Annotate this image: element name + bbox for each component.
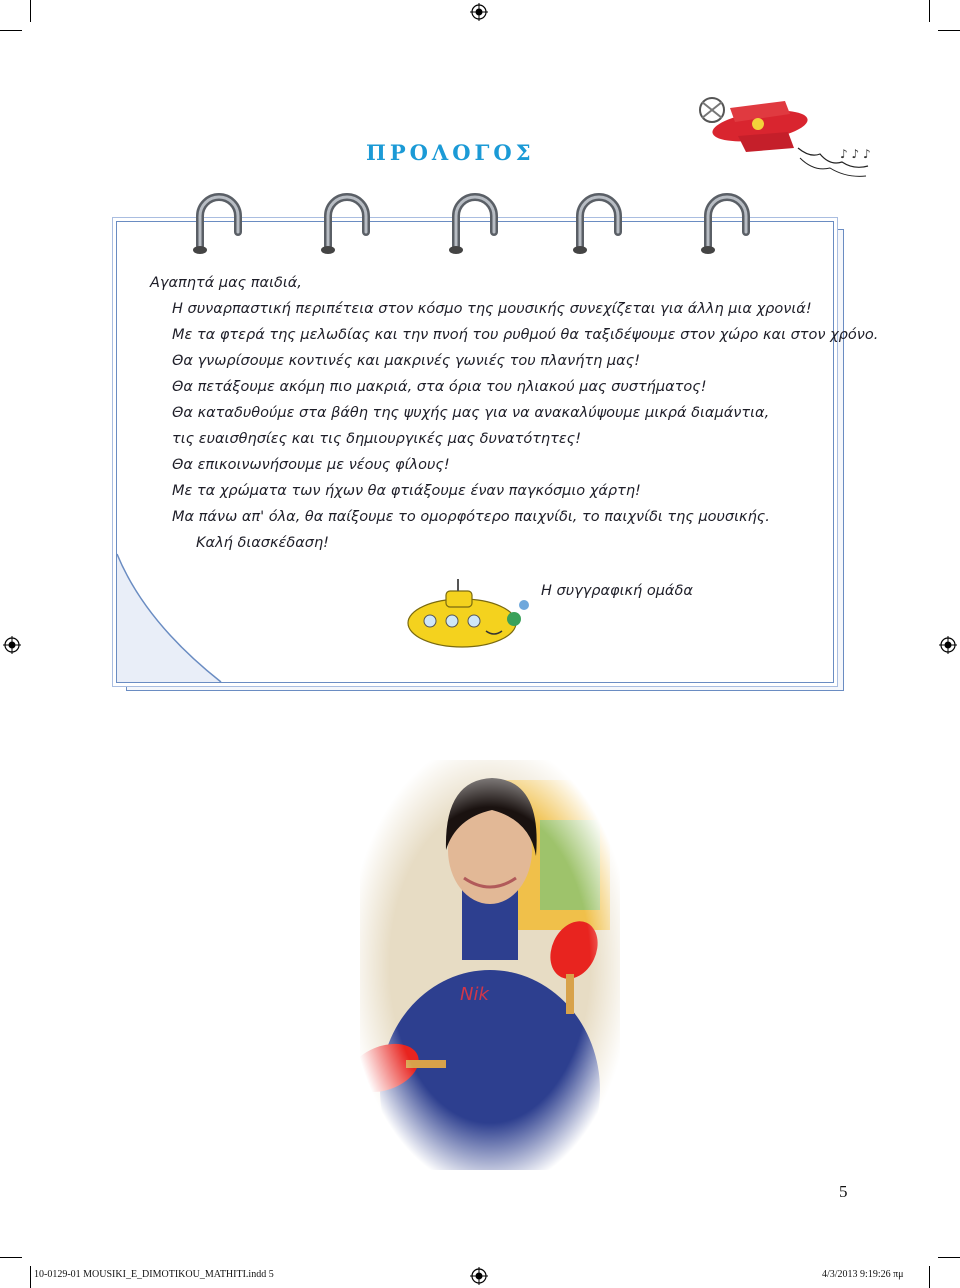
letter-line: Θα καταδυθούμε στα βάθη της ψυχής μας για να ανακαλύψουμε μικρά διαμάντια, <box>172 405 770 421</box>
letter-body <box>150 270 879 556</box>
crop-mark <box>30 1266 31 1288</box>
crop-mark <box>30 0 31 22</box>
print-timestamp: 4/3/2013 9:19:26 πμ <box>822 1269 904 1280</box>
registration-mark-icon <box>3 636 21 654</box>
letter-line: Με τα χρώματα των ήχων θα φτιάξουμε έναν παγκόσμιο χάρτη! <box>172 483 641 499</box>
binder-ring-icon <box>190 192 248 256</box>
red-airplane-drawing <box>690 96 890 186</box>
registration-mark-icon <box>470 1267 488 1285</box>
file-slug: 10-0129-01 MOUSIKI_E_DIMOTIKOU_MATHITI.indd 5 <box>34 1269 274 1280</box>
letter-closing: Καλή διασκέδαση! <box>196 535 329 551</box>
girl-with-maracas-photo <box>360 760 620 1170</box>
registration-mark-icon <box>939 636 957 654</box>
letter-greeting: Αγαπητά μας παιδιά, <box>150 275 302 291</box>
signature: Η συγγραφική ομάδα <box>541 583 693 599</box>
page-number: 5 <box>839 1182 848 1201</box>
letter-line: τις ευαισθησίες και τις δημιουργικές μας δυνατότητες! <box>172 431 582 447</box>
crop-mark <box>0 30 22 31</box>
binder-ring-icon <box>318 192 376 256</box>
letter-line: Η συναρπαστική περιπέτεια στον κόσμο της μουσικής συνεχίζεται για άλλη μια χρονιά! <box>172 301 812 317</box>
crop-mark <box>929 1266 930 1288</box>
letter-line: Θα επικοινωνήσουμε με νέους φίλους! <box>172 457 450 473</box>
binder-ring-icon <box>446 192 504 256</box>
binder-ring-icon <box>698 192 756 256</box>
curled-corner <box>115 552 225 684</box>
letter-line: Θα γνωρίσουμε κοντινές και μακρινές γωνιές του πλανήτη μας! <box>172 353 641 369</box>
crop-mark <box>938 1257 960 1258</box>
crop-mark <box>929 0 930 22</box>
letter-line: Θα πετάξουμε ακόμη πιο μακριά, στα όρια του ηλιακού μας συστήματος! <box>172 379 707 395</box>
page-title: ΠΡΟΛΟΓΟΣ <box>366 140 535 165</box>
crop-mark <box>938 30 960 31</box>
yellow-submarine-drawing <box>402 575 532 655</box>
letter-line: Μα πάνω απ' όλα, θα παίξουμε το ομορφότερο παιχνίδι, το παιχνίδι της μουσικής. <box>172 509 770 525</box>
registration-mark-icon <box>470 3 488 21</box>
svg-text:♪ ♪ ♪: ♪ ♪ ♪ <box>840 147 871 161</box>
binder-ring-icon <box>570 192 628 256</box>
letter-line: Με τα φτερά της μελωδίας και την πνοή του ρυθμού θα ταξιδέψουμε στον χώρο και στον χρόνο. <box>172 327 879 343</box>
crop-mark <box>0 1257 22 1258</box>
